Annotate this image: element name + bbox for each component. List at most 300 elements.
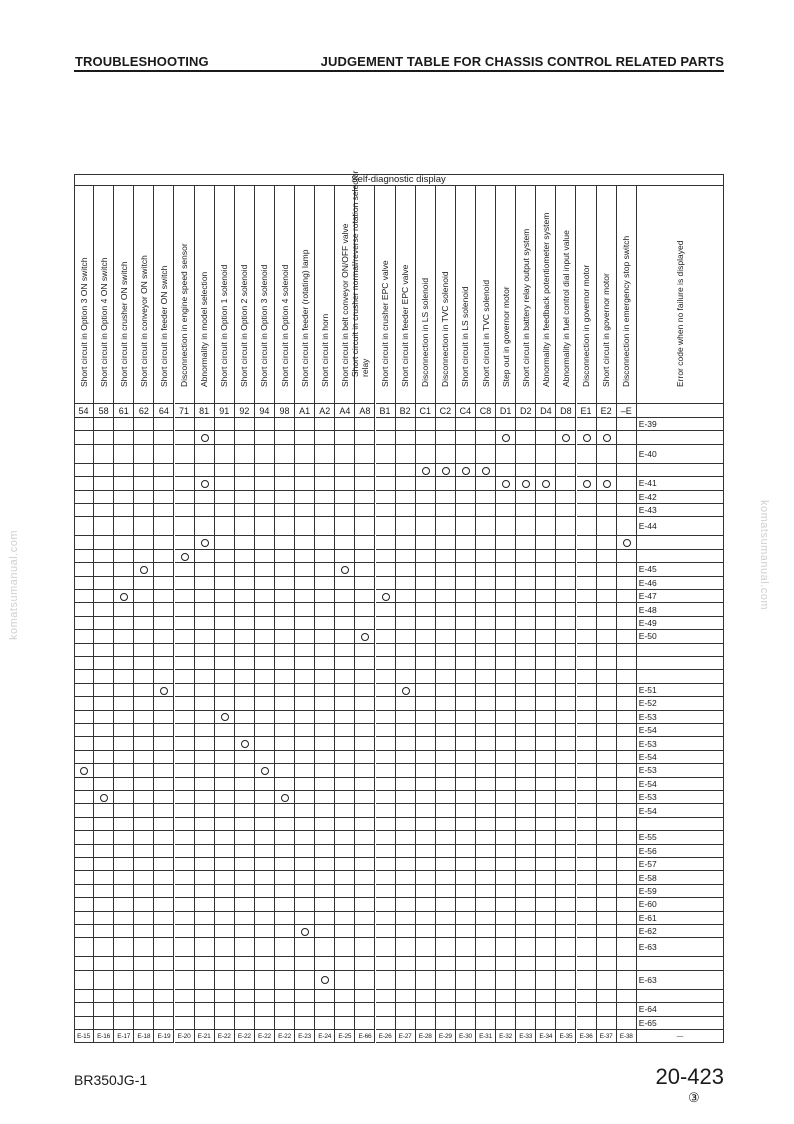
table-cell <box>195 517 215 536</box>
table-cell <box>416 957 436 970</box>
table-cell <box>235 804 255 817</box>
table-cell <box>355 751 375 764</box>
table-cell <box>536 818 556 831</box>
error-code-cell <box>637 657 724 670</box>
table-cell <box>195 445 215 464</box>
table-cell <box>175 603 195 616</box>
table-cell <box>577 845 597 858</box>
table-cell <box>577 536 597 549</box>
table-cell <box>416 724 436 737</box>
error-code-cell: E-53 <box>637 737 724 750</box>
table-cell <box>376 831 396 844</box>
table-cell <box>94 818 114 831</box>
table-cell <box>516 925 536 938</box>
column-label: Step out in governor motor <box>500 286 511 387</box>
table-cell <box>134 550 154 563</box>
table-cell <box>436 644 456 657</box>
table-cell <box>315 504 335 517</box>
table-cell <box>536 657 556 670</box>
table-cell <box>396 938 416 957</box>
table-cell <box>74 885 94 898</box>
table-cell <box>215 912 235 925</box>
table-cell <box>275 912 295 925</box>
table-cell <box>295 491 315 504</box>
table-cell <box>114 431 134 444</box>
table-cell <box>94 737 114 750</box>
table-cell <box>154 464 174 477</box>
table-cell <box>456 737 476 750</box>
table-cell <box>617 831 637 844</box>
table-cell <box>355 898 375 911</box>
bottom-code-cell: E-21 <box>195 1030 215 1043</box>
table-cell <box>114 630 134 643</box>
table-cell <box>275 697 295 710</box>
table-cell <box>134 711 154 724</box>
table-cell <box>617 684 637 697</box>
table-cell <box>134 858 154 871</box>
table-cell <box>315 858 335 871</box>
table-cell <box>597 971 617 990</box>
table-cell <box>355 445 375 464</box>
table-cell <box>436 536 456 549</box>
table-cell <box>396 504 416 517</box>
table-cell <box>215 898 235 911</box>
column-label: Disconnection in LS solenoid <box>420 277 431 387</box>
error-code-cell: E-61 <box>637 912 724 925</box>
table-cell <box>255 938 275 957</box>
table-cell <box>94 517 114 536</box>
table-cell <box>74 1017 94 1030</box>
table-cell <box>355 804 375 817</box>
table-cell <box>536 858 556 871</box>
table-cell <box>335 845 355 858</box>
table-cell <box>536 445 556 464</box>
table-cell <box>235 1017 255 1030</box>
table-cell <box>597 630 617 643</box>
footer-revision: ③ <box>688 1090 700 1105</box>
table-cell <box>556 885 576 898</box>
table-cell <box>295 418 315 431</box>
table-cell <box>74 751 94 764</box>
column-header <box>617 186 637 404</box>
table-cell <box>516 504 536 517</box>
table-cell <box>134 737 154 750</box>
table-cell <box>134 1003 154 1016</box>
table-cell <box>295 764 315 777</box>
table-cell <box>496 751 516 764</box>
table-cell <box>195 831 215 844</box>
table-cell <box>376 603 396 616</box>
table-cell <box>275 818 295 831</box>
table-cell <box>235 445 255 464</box>
table-cell <box>175 697 195 710</box>
table-cell <box>134 536 154 549</box>
table-cell <box>597 550 617 563</box>
table-cell <box>74 711 94 724</box>
table-cell <box>235 644 255 657</box>
table-cell <box>255 778 275 791</box>
table-cell <box>134 724 154 737</box>
table-cell <box>215 804 235 817</box>
table-cell <box>597 925 617 938</box>
table-cell <box>577 684 597 697</box>
table-cell <box>456 885 476 898</box>
table-cell <box>617 898 637 911</box>
table-cell <box>235 791 255 804</box>
table-cell <box>335 644 355 657</box>
table-cell <box>436 550 456 563</box>
table-cell <box>496 1017 516 1030</box>
table-cell <box>255 885 275 898</box>
table-cell <box>154 445 174 464</box>
table-cell <box>275 491 295 504</box>
table-cell <box>134 431 154 444</box>
column-header <box>376 186 396 404</box>
table-cell <box>275 644 295 657</box>
column-code: A1 <box>295 404 315 418</box>
table-cell <box>617 845 637 858</box>
table-cell <box>175 764 195 777</box>
column-header <box>315 186 335 404</box>
table-cell <box>456 751 476 764</box>
column-header <box>215 186 235 404</box>
table-cell <box>556 845 576 858</box>
table-cell <box>556 925 576 938</box>
table-cell <box>617 724 637 737</box>
table-cell <box>315 925 335 938</box>
table-cell <box>94 431 114 444</box>
table-cell <box>436 845 456 858</box>
bottom-code-cell: E-26 <box>376 1030 396 1043</box>
table-cell <box>315 563 335 576</box>
table-cell <box>416 1003 436 1016</box>
bottom-code-cell: E-32 <box>496 1030 516 1043</box>
table-cell <box>577 791 597 804</box>
column-code: C4 <box>456 404 476 418</box>
table-cell <box>255 550 275 563</box>
table-cell <box>516 590 536 603</box>
table-cell <box>94 491 114 504</box>
table-cell <box>617 431 637 444</box>
table-cell <box>456 778 476 791</box>
table-cell <box>617 885 637 898</box>
table-cell <box>456 577 476 590</box>
table-cell <box>617 971 637 990</box>
table-cell <box>376 617 396 630</box>
table-cell <box>376 477 396 490</box>
table-cell <box>617 445 637 464</box>
table-cell <box>396 711 416 724</box>
table-cell <box>335 858 355 871</box>
table-cell <box>396 670 416 683</box>
table-cell <box>255 670 275 683</box>
table-cell <box>496 925 516 938</box>
table-cell <box>335 418 355 431</box>
table-cell <box>215 418 235 431</box>
table-cell <box>195 938 215 957</box>
table-cell <box>476 1017 496 1030</box>
table-cell <box>376 925 396 938</box>
table-cell <box>577 464 597 477</box>
table-cell <box>556 657 576 670</box>
table-cell <box>335 804 355 817</box>
table-cell <box>215 431 235 444</box>
column-header <box>175 186 195 404</box>
table-cell <box>536 938 556 957</box>
table-cell <box>516 845 536 858</box>
column-header <box>94 186 114 404</box>
table-cell <box>456 504 476 517</box>
table-cell <box>335 1017 355 1030</box>
table-cell <box>275 657 295 670</box>
judgement-mark-circle <box>422 467 430 475</box>
table-cell <box>556 724 576 737</box>
table-cell <box>436 971 456 990</box>
table-cell <box>235 464 255 477</box>
table-cell <box>74 657 94 670</box>
table-cell <box>255 818 275 831</box>
table-cell <box>335 536 355 549</box>
column-header <box>195 186 215 404</box>
table-cell <box>255 563 275 576</box>
judgement-mark-circle <box>181 553 189 561</box>
column-code: 98 <box>275 404 295 418</box>
table-cell <box>255 724 275 737</box>
table-cell <box>597 711 617 724</box>
table-cell <box>516 617 536 630</box>
table-cell <box>335 445 355 464</box>
table-cell <box>215 644 235 657</box>
table-cell <box>275 1017 295 1030</box>
table-cell <box>215 990 235 1003</box>
table-cell <box>496 990 516 1003</box>
table-cell <box>74 644 94 657</box>
table-cell <box>235 871 255 884</box>
table-cell <box>577 517 597 536</box>
table-cell <box>416 536 436 549</box>
table-cell <box>416 764 436 777</box>
table-cell <box>94 957 114 970</box>
error-code-cell: E-65 <box>637 1017 724 1030</box>
bottom-code-cell: E-31 <box>476 1030 496 1043</box>
table-cell <box>255 1017 275 1030</box>
table-cell <box>215 491 235 504</box>
table-cell <box>617 644 637 657</box>
table-cell <box>114 971 134 990</box>
table-cell <box>335 957 355 970</box>
table-cell <box>436 445 456 464</box>
table-cell <box>295 550 315 563</box>
column-code: 58 <box>94 404 114 418</box>
table-cell <box>175 1003 195 1016</box>
table-cell <box>456 990 476 1003</box>
table-cell <box>376 711 396 724</box>
table-cell <box>275 590 295 603</box>
error-code-cell <box>637 536 724 549</box>
table-cell <box>195 577 215 590</box>
table-cell <box>396 630 416 643</box>
table-cell <box>536 971 556 990</box>
error-code-cell: E-46 <box>637 577 724 590</box>
table-cell <box>94 778 114 791</box>
table-cell <box>516 791 536 804</box>
table-cell <box>597 1003 617 1016</box>
column-code: B2 <box>396 404 416 418</box>
table-cell <box>335 711 355 724</box>
table-cell <box>114 778 134 791</box>
table-cell <box>556 684 576 697</box>
table-cell <box>315 724 335 737</box>
table-cell <box>416 477 436 490</box>
table-cell <box>617 751 637 764</box>
table-cell <box>416 590 436 603</box>
table-cell <box>295 831 315 844</box>
table-cell <box>255 504 275 517</box>
table-cell <box>516 898 536 911</box>
table-cell <box>617 912 637 925</box>
table-cell <box>114 990 134 1003</box>
table-cell <box>175 957 195 970</box>
table-cell <box>355 644 375 657</box>
table-cell <box>275 737 295 750</box>
table-cell <box>275 957 295 970</box>
table-cell <box>235 957 255 970</box>
table-cell <box>255 791 275 804</box>
header-page-title: JUDGEMENT TABLE FOR CHASSIS CONTROL RELATED PARTS <box>320 54 724 69</box>
judgement-mark-circle <box>201 539 209 547</box>
table-cell <box>376 885 396 898</box>
table-cell <box>516 804 536 817</box>
table-cell <box>355 657 375 670</box>
table-cell <box>275 577 295 590</box>
table-cell <box>134 477 154 490</box>
table-cell <box>235 925 255 938</box>
table-cell <box>275 1003 295 1016</box>
judgement-mark-circle <box>402 687 410 695</box>
error-code-cell: E-54 <box>637 724 724 737</box>
bottom-code-cell: E-15 <box>74 1030 94 1043</box>
table-cell <box>496 617 516 630</box>
table-cell <box>516 603 536 616</box>
table-cell <box>275 778 295 791</box>
table-cell <box>376 445 396 464</box>
column-code: 94 <box>255 404 275 418</box>
table-cell <box>335 577 355 590</box>
table-cell <box>295 871 315 884</box>
table-cell <box>114 818 134 831</box>
table-cell <box>456 617 476 630</box>
column-code: C2 <box>436 404 456 418</box>
table-cell <box>496 831 516 844</box>
table-cell <box>315 536 335 549</box>
table-cell <box>617 938 637 957</box>
table-cell <box>476 644 496 657</box>
table-cell <box>134 491 154 504</box>
table-cell <box>255 990 275 1003</box>
table-cell <box>516 957 536 970</box>
table-cell <box>315 791 335 804</box>
table-cell <box>556 1017 576 1030</box>
table-cell <box>94 617 114 630</box>
watermark-left: komatsumanual.com <box>8 530 20 640</box>
table-cell <box>496 670 516 683</box>
bottom-code-cell: E-25 <box>335 1030 355 1043</box>
column-code: C1 <box>416 404 436 418</box>
table-cell <box>496 724 516 737</box>
table-cell <box>355 778 375 791</box>
table-cell <box>74 971 94 990</box>
table-cell <box>597 617 617 630</box>
table-cell <box>114 898 134 911</box>
bottom-code-cell: E-36 <box>577 1030 597 1043</box>
table-cell <box>617 925 637 938</box>
judgement-mark-circle <box>281 794 289 802</box>
table-cell <box>536 804 556 817</box>
table-cell <box>355 590 375 603</box>
table-cell <box>355 990 375 1003</box>
table-cell <box>496 697 516 710</box>
table-cell <box>74 858 94 871</box>
table-cell <box>376 464 396 477</box>
table-cell <box>456 957 476 970</box>
bottom-code-cell: — <box>637 1030 724 1043</box>
column-code: 54 <box>74 404 94 418</box>
table-cell <box>536 778 556 791</box>
table-cell <box>416 871 436 884</box>
table-cell <box>275 764 295 777</box>
bottom-code-cell: E-22 <box>215 1030 235 1043</box>
table-cell <box>355 871 375 884</box>
table-cell <box>536 684 556 697</box>
table-cell <box>496 971 516 990</box>
table-cell <box>195 764 215 777</box>
column-code: 62 <box>134 404 154 418</box>
judgement-mark-circle <box>160 687 168 695</box>
table-cell <box>175 477 195 490</box>
table-cell <box>235 764 255 777</box>
table-cell <box>376 724 396 737</box>
table-cell <box>255 491 275 504</box>
table-cell <box>516 418 536 431</box>
table-cell <box>94 1003 114 1016</box>
table-cell <box>175 536 195 549</box>
table-cell <box>577 764 597 777</box>
table-cell <box>215 617 235 630</box>
table-cell <box>577 630 597 643</box>
table-cell <box>74 724 94 737</box>
table-cell <box>335 491 355 504</box>
judgement-mark-circle <box>583 434 591 442</box>
table-cell <box>516 818 536 831</box>
table-cell <box>195 724 215 737</box>
table-cell <box>235 858 255 871</box>
table-cell <box>74 818 94 831</box>
table-cell <box>335 831 355 844</box>
table-cell <box>175 1017 195 1030</box>
table-cell <box>215 831 235 844</box>
table-cell <box>355 563 375 576</box>
table-cell <box>175 418 195 431</box>
table-cell <box>235 617 255 630</box>
table-cell <box>456 804 476 817</box>
table-cell <box>416 791 436 804</box>
table-cell <box>275 871 295 884</box>
table-cell <box>175 711 195 724</box>
table-cell <box>154 791 174 804</box>
table-cell <box>416 550 436 563</box>
table-cell <box>114 617 134 630</box>
table-cell <box>355 670 375 683</box>
